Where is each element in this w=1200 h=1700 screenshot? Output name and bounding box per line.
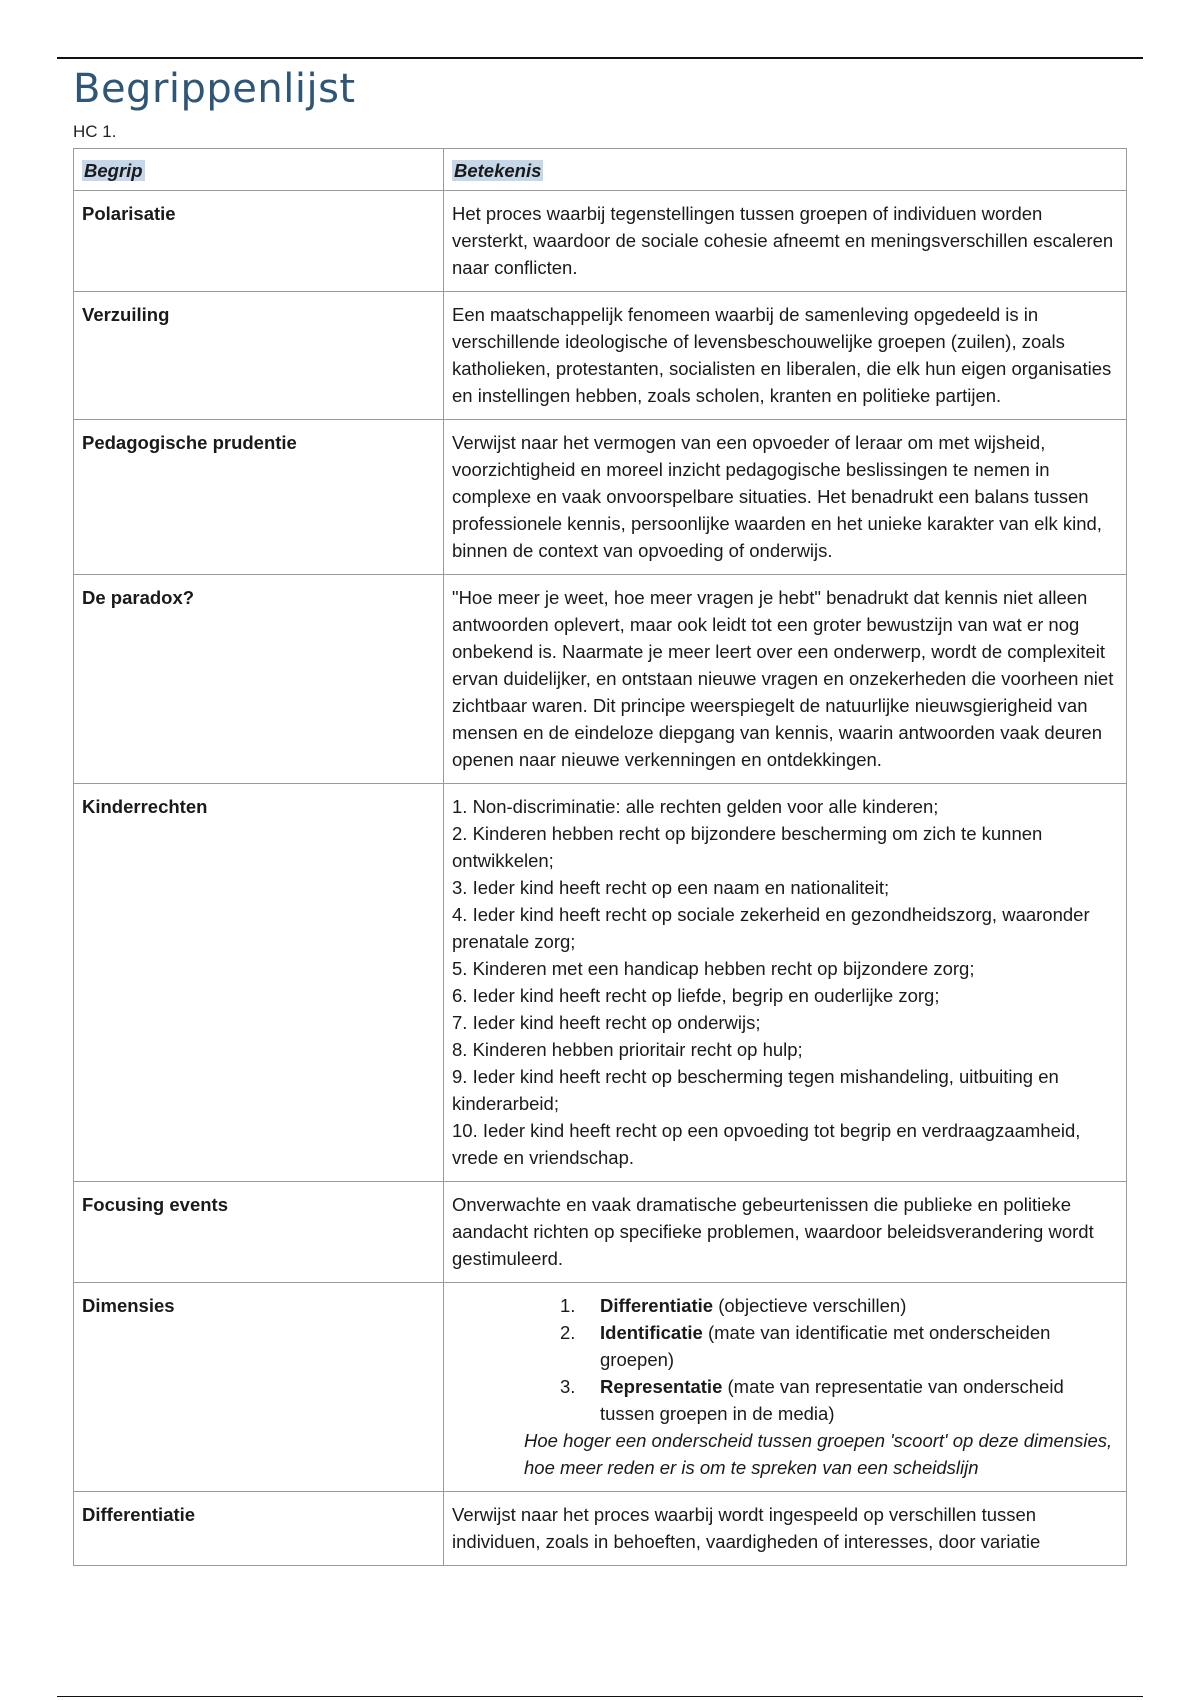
meaning-cell — [444, 784, 1127, 1182]
list-item: 5. Kinderen met een handicap hebben recht op bijzondere zorg; — [452, 958, 975, 979]
list-item: 3. Ieder kind heeft recht op een naam en nationaliteit; — [452, 877, 890, 898]
term-cell: Focusing events — [74, 1182, 444, 1283]
list-item: 6. Ieder kind heeft recht op liefde, begrip en ouderlijke zorg; — [452, 985, 940, 1006]
table-row — [74, 575, 1127, 784]
list-item: 8. Kinderen hebben prioritair recht op hulp; — [452, 1039, 803, 1060]
list-item: 2. Identificatie (mate van identificatie met onderscheiden groepen) — [560, 1322, 1051, 1370]
list-item: 1. Non-discriminatie: alle rechten gelden voor alle kinderen; — [452, 796, 939, 817]
term-cell: Polarisatie — [74, 191, 444, 292]
table-row — [74, 191, 1127, 292]
bottom-rule — [57, 1696, 1143, 1697]
page-title: Begrippenlijst — [73, 66, 356, 112]
list-item: 9. Ieder kind heeft recht op bescherming tegen mishandeling, uitbuiting en kinderarbeid; — [452, 1066, 1059, 1114]
meaning-cell: Het proces waarbij tegenstellingen tussen groepen of individuen worden versterkt, waardoor de sociale cohesie afneemt en meningsverschillen escaleren naar conflicten. — [444, 191, 1127, 292]
list-item: 10. Ieder kind heeft recht op een opvoeding tot begrip en verdraagzaamheid, vrede en vriendschap. — [452, 1120, 1081, 1168]
meaning-cell: Verwijst naar het proces waarbij wordt ingespeeld op verschillen tussen individuen, zoals in behoeften, vaardigheden of interesses, door variatie — [444, 1492, 1127, 1566]
rights-list — [452, 793, 1118, 1171]
term-cell: Verzuiling — [74, 292, 444, 420]
meaning-cell: "Hoe meer je weet, hoe meer vragen je hebt" benadrukt dat kennis niet alleen antwoorden oplevert, maar ook leidt tot een groter bewustzijn van wat er nog onbekend is. Naarmate je meer leert over een onderwerp, wordt de complexiteit ervan duidelijker, en ontstaan nieuwe vragen en onzekerheden die voorheen niet zichtbaar waren. Dit principe weerspiegelt de natuurlijke nieuwsgierigheid van mensen en de eindeloze diepgang van kennis, waarin antwoorden vaak deuren openen naar nieuwe verkenningen en ontdekkingen. — [444, 575, 1127, 784]
term-cell: Differentiatie — [74, 1492, 444, 1566]
meaning-cell: Onverwachte en vaak dramatische gebeurtenissen die publieke en politieke aandacht richten op specifieke problemen, waardoor beleidsverandering wordt gestimuleerd. — [444, 1182, 1127, 1283]
term-cell: Dimensies — [74, 1283, 444, 1492]
list-item: 7. Ieder kind heeft recht op onderwijs; — [452, 1012, 761, 1033]
term-cell: Kinderrechten — [74, 784, 444, 1182]
table-row — [74, 1492, 1127, 1566]
meaning-cell: Verwijst naar het vermogen van een opvoeder of leraar om met wijsheid, voorzichtigheid en moreel inzicht pedagogische beslissingen te nemen in complexe en vaak onvoorspelbare situaties. Het benadrukt een balans tussen professionele kennis, persoonlijke waarden en het unieke karakter van elk kind, binnen de context van opvoeding of onderwijs. — [444, 420, 1127, 575]
glossary-table — [73, 148, 1127, 1566]
header-term: Begrip — [74, 149, 444, 191]
header-meaning: Betekenis — [444, 149, 1127, 191]
list-item: 2. Kinderen hebben recht op bijzondere bescherming om zich te kunnen ontwikkelen; — [452, 823, 1043, 871]
dimensions-note: Hoe hoger een onderscheid tussen groepen 'scoort' op deze dimensies, hoe meer reden er is om te spreken van een scheidslijn — [524, 1430, 1113, 1478]
table-row — [74, 1283, 1127, 1492]
term-cell: De paradox? — [74, 575, 444, 784]
meaning-cell — [444, 1283, 1127, 1492]
table-row — [74, 292, 1127, 420]
term-cell: Pedagogische prudentie — [74, 420, 444, 575]
table-header-row — [74, 149, 1127, 191]
list-item: 3. Representatie (mate van representatie van onderscheid tussen groepen in de media) — [560, 1376, 1064, 1424]
list-item: 4. Ieder kind heeft recht op sociale zekerheid en gezondheidszorg, waaronder prenatale zorg; — [452, 904, 1090, 952]
table-row — [74, 1182, 1127, 1283]
lecture-label: HC 1. — [73, 122, 117, 141]
table-row — [74, 784, 1127, 1182]
list-item: 1. Differentiatie (objectieve verschillen) — [560, 1295, 907, 1316]
top-rule — [57, 57, 1143, 59]
meaning-cell: Een maatschappelijk fenomeen waarbij de samenleving opgedeeld is in verschillende ideologische of levensbeschouwelijke groepen (zuilen), zoals katholieken, protestanten, socialisten en liberalen, die elk hun eigen organisaties en instellingen hebben, zoals scholen, kranten en politieke partijen. — [444, 292, 1127, 420]
table-row — [74, 420, 1127, 575]
dimensions-list — [452, 1292, 1118, 1427]
